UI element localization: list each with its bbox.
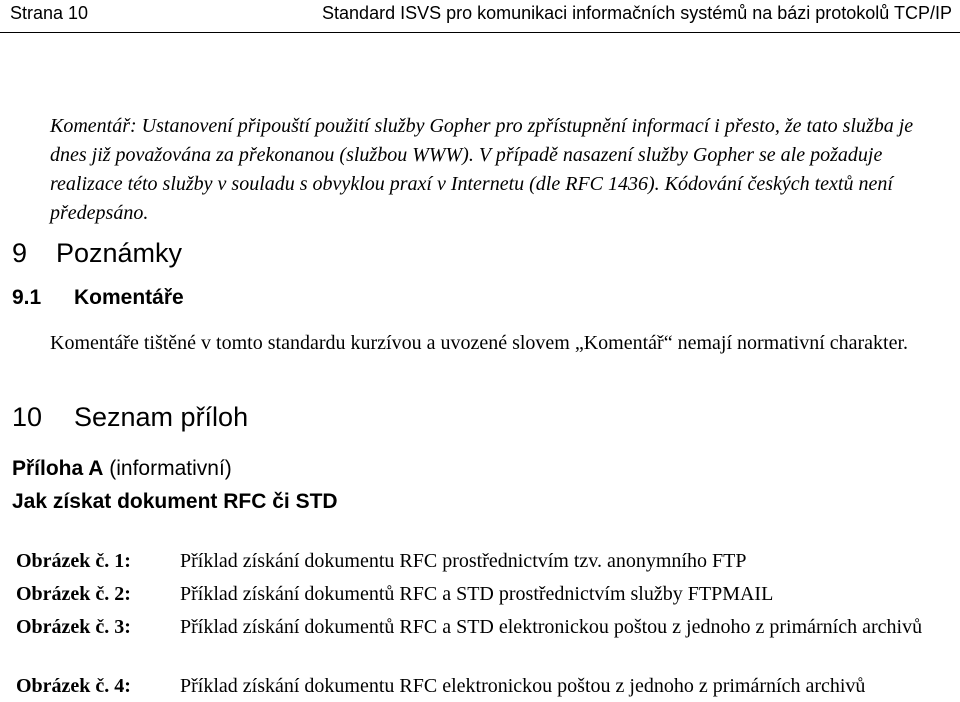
figure-label: Obrázek č. 2:: [16, 583, 131, 605]
subsection-title: Komentáře: [74, 286, 184, 309]
section-number: 9: [12, 238, 28, 268]
figure-caption: Příklad získání dokumentů RFC a STD prostřednictvím služby FTPMAIL: [180, 583, 774, 605]
page-header: [0, 0, 960, 33]
paragraph: [12, 330, 950, 356]
document-title: Standard ISVS pro komunikaci informačních systémů na bázi protokolů TCP/IP: [322, 3, 952, 23]
header-divider: [0, 32, 960, 33]
subsection-heading-9-1: [12, 286, 184, 310]
figure-label: Obrázek č. 4:: [16, 675, 131, 697]
section-title: Seznam příloh: [74, 402, 249, 432]
subsection-number: 9.1: [12, 286, 42, 309]
figure-caption: Příklad získání dokumentu RFC prostřednictvím tzv. anonymního FTP: [180, 550, 747, 572]
section-heading-10: [12, 402, 248, 433]
figure-caption: Příklad získání dokumentu RFC elektronickou poštou z jednoho z primárních archivů: [180, 675, 866, 697]
paragraph-text: Komentáře tištěné v tomto standardu kurzívou a uvozené slovem „Komentář“ nemají normativní charakter.: [50, 332, 909, 354]
annex-note: (informativní): [109, 457, 232, 480]
annex-title: Příloha A: [12, 457, 104, 480]
comment-block: [50, 112, 950, 228]
figure-label: Obrázek č. 1:: [16, 550, 131, 572]
annex-heading: [12, 457, 232, 481]
section-heading-9: [12, 238, 182, 269]
figure-caption: Příklad získání dokumentů RFC a STD elektronickou poštou z jednoho z primárních archivů: [180, 616, 923, 638]
annex-subtitle: Jak získat dokument RFC či STD: [12, 490, 338, 513]
page-number: Strana 10: [10, 3, 89, 23]
section-number: 10: [12, 402, 43, 432]
comment-text: Komentář: Ustanovení připouští použití služby Gopher pro zpřístupnění informací i přesto, že tato služba je dnes již považována za překonanou (službou WWW). V případě nasazení služby Gopher se ale požaduje realizace této služby v souladu s obvyklou praxí v Internetu (dle RFC 1436). Kódování českých textů není předepsáno.: [50, 115, 914, 224]
figure-label: Obrázek č. 3:: [16, 616, 131, 638]
section-title: Poznámky: [56, 238, 183, 268]
